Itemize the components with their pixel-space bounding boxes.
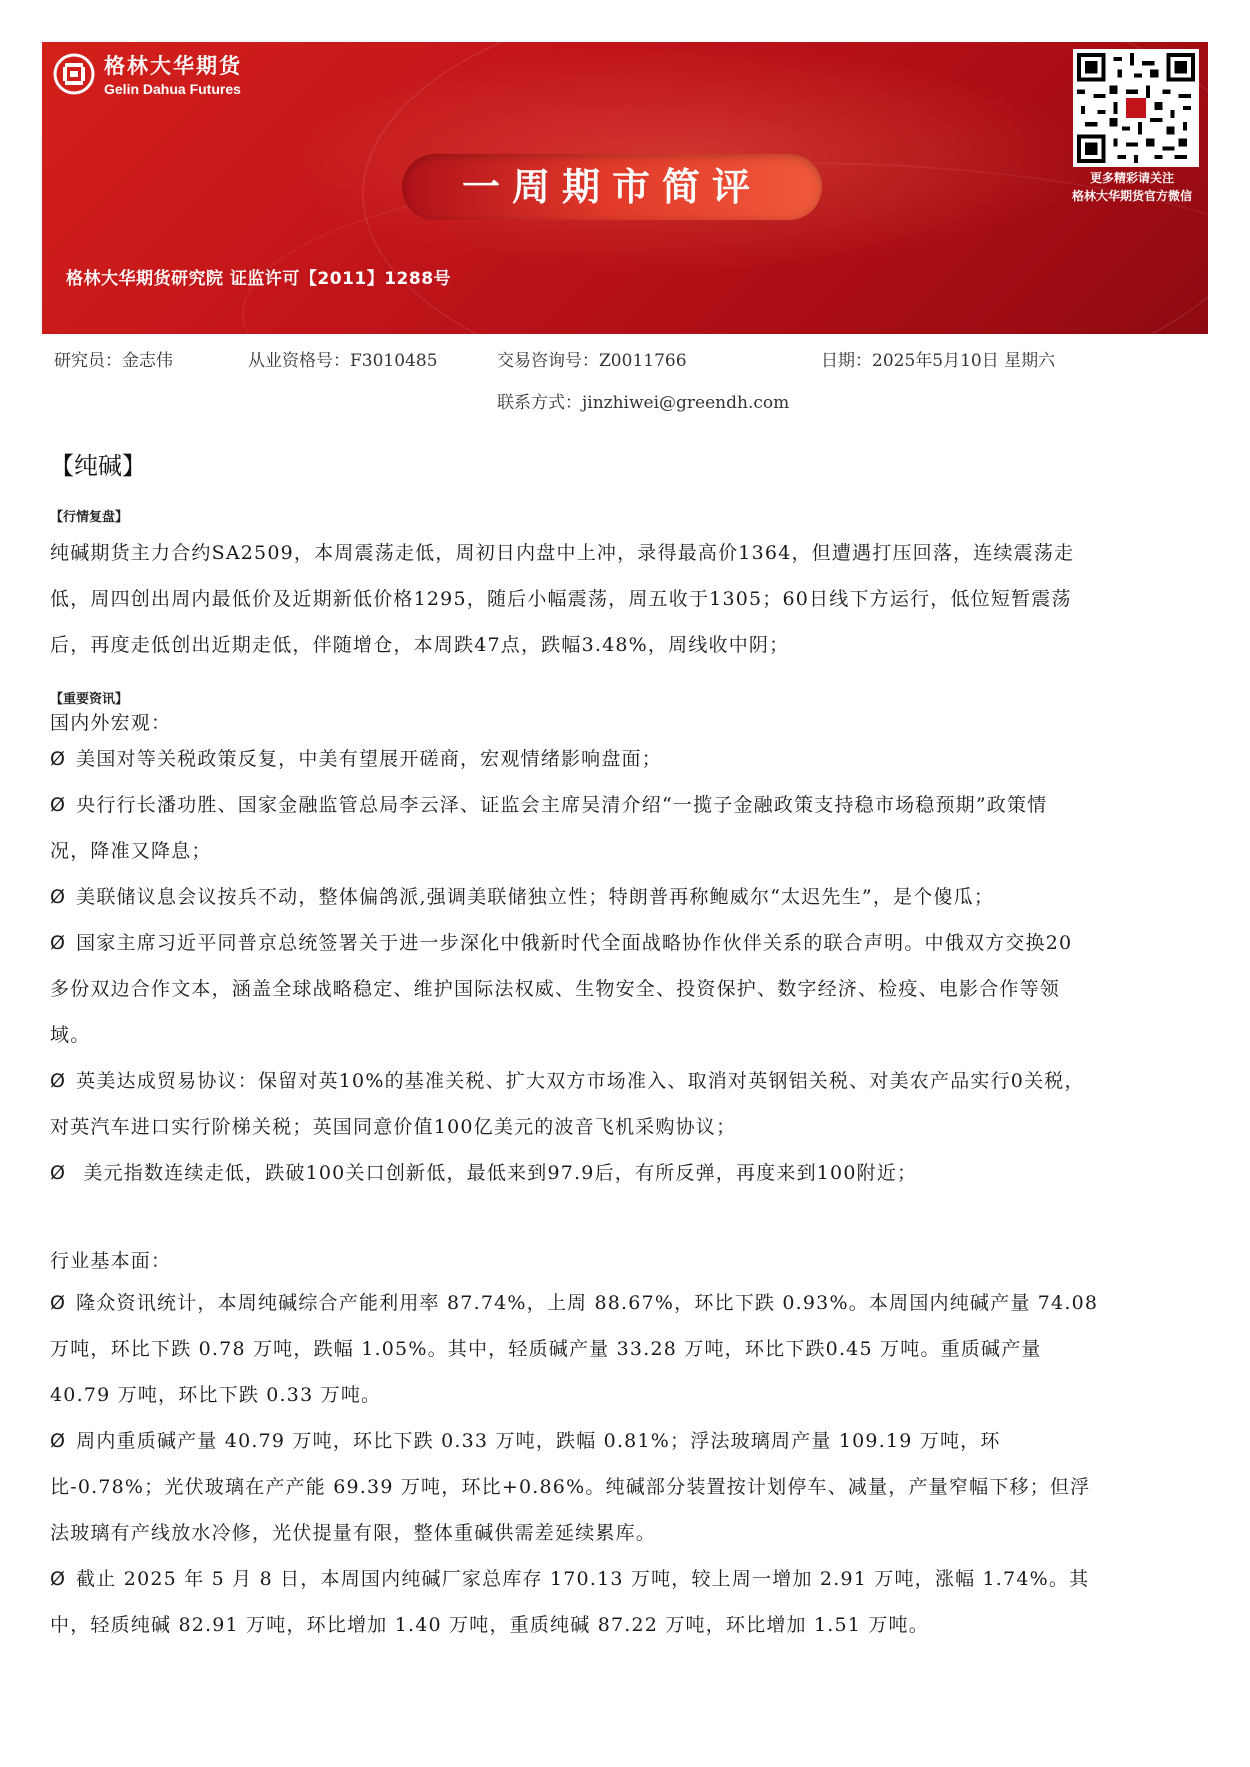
qualification-number: 从业资格号：F3010485	[248, 351, 438, 371]
macro-text: 美国对等关税政策反复，中美有望展开磋商，宏观情绪影响盘面；	[76, 748, 662, 770]
contact-info: 联系方式：jinzhiwei@greendh.com	[497, 393, 790, 413]
macro-line	[50, 966, 1210, 1012]
bullet-icon: Ø	[50, 748, 67, 770]
review-line: 后，再度走低创出近期走低，伴随增仓，本周跌47点，跌幅3.48%，周线收中阴；	[50, 634, 790, 656]
review-tag: 【行情复盘】	[50, 510, 129, 525]
macro-text: 英美达成贸易协议：保留对英10%的基准关税、扩大双方市场准入、取消对英钢铝关税、对美农产品实行0关税，	[76, 1070, 1085, 1092]
company-logo	[52, 50, 242, 97]
macro-line	[50, 1012, 1210, 1058]
macro-text: 多份双边合作文本，涵盖全球战略稳定、维护国际法权威、生物安全、投资保护、数字经济、检疫、电影合作等领	[50, 978, 1061, 1000]
industry-line	[50, 1372, 1210, 1418]
industry-line	[50, 1280, 1210, 1326]
review-line: 纯碱期货主力合约SA2509，本周震荡走低，周初日内盘中上冲，录得最高价1364，但遭遇打压回落，连续震荡走	[50, 542, 1075, 564]
qr-caption-line1: 更多精彩请关注	[1089, 171, 1174, 185]
bullet-icon: Ø	[50, 1070, 67, 1092]
industry-line	[50, 1326, 1210, 1372]
macro-line	[50, 874, 1210, 920]
bullet-icon: Ø	[50, 1162, 67, 1184]
report-date: 日期：2025年5月10日 星期六	[821, 351, 1056, 371]
macro-line	[50, 1104, 1210, 1150]
industry-line	[50, 1556, 1210, 1602]
industry-line	[50, 1464, 1210, 1510]
macro-text: 美元指数连续走低，跌破100关口创新低，最低来到97.9后，有所反弹，再度来到100附近；	[76, 1162, 918, 1184]
macro-text: 央行行长潘功胜、国家金融监管总局李云泽、证监会主席吴清介绍“一揽子金融政策支持稳市场稳预期”政策情	[76, 794, 1048, 816]
industry-text: 隆众资讯统计，本周纯碱综合产能利用率 87.74%，上周 88.67%，环比下跌 0.93%。本周国内纯碱产量 74.08	[76, 1292, 1099, 1314]
macro-line	[50, 920, 1210, 966]
macro-text: 域。	[50, 1024, 91, 1046]
industry-text: 比-0.78%；光伏玻璃在产产能 69.39 万吨，环比+0.86%。纯碱部分装置按计划停车、减量，产量窄幅下移；但浮	[50, 1476, 1091, 1498]
macro-text: 国家主席习近平同普京总统签署关于进一步深化中俄新时代全面战略协作伙伴关系的联合声明。中俄双方交换20	[76, 932, 1073, 954]
macro-line	[50, 1058, 1210, 1104]
consult-number: 交易咨询号：Z0011766	[497, 351, 687, 371]
industry-text: 截止 2025 年 5 月 8 日，本周国内纯碱厂家总库存 170.13 万吨，较上周一增加 2.91 万吨，涨幅 1.74%。其	[76, 1568, 1090, 1590]
bullet-icon: Ø	[50, 932, 67, 954]
qr-caption	[1052, 169, 1208, 205]
license-info: 格林大华期货研究院 证监许可【2011】1288号	[66, 269, 452, 289]
bullet-icon: Ø	[50, 886, 67, 908]
macro-line	[50, 782, 1210, 828]
macro-line	[50, 828, 1210, 874]
news-tag: 【重要资讯】	[50, 692, 129, 707]
qr-code-icon	[1077, 53, 1195, 163]
industry-heading: 行业基本面：	[50, 1250, 172, 1272]
industry-line	[50, 1602, 1210, 1648]
macro-text: 况，降准又降息；	[50, 840, 212, 862]
page-title: 一周期市简评	[461, 165, 762, 209]
bullet-icon: Ø	[50, 1430, 67, 1452]
industry-text: 周内重质碱产量 40.79 万吨，环比下跌 0.33 万吨，跌幅 0.81%；浮法玻璃周产量 109.19 万吨，环	[76, 1430, 1001, 1452]
macro-heading: 国内外宏观：	[50, 712, 172, 734]
researcher: 研究员：金志伟	[54, 351, 173, 371]
review-line: 低，周四创出周内最低价及近期新低价格1295，随后小幅震荡，周五收于1305；60日线下方运行，低位短暂震荡	[50, 588, 1072, 610]
industry-line	[50, 1510, 1210, 1556]
bullet-icon: Ø	[50, 1292, 67, 1314]
macro-text: 美联储议息会议按兵不动，整体偏鸽派,强调美联储独立性；特朗普再称鲍威尔“太迟先生”，是个傻瓜；	[76, 886, 995, 908]
industry-text: 40.79 万吨，环比下跌 0.33 万吨。	[50, 1384, 382, 1406]
bullet-icon: Ø	[50, 794, 67, 816]
macro-text: 对英汽车进口实行阶梯关税；英国同意价值100亿美元的波音飞机采购协议；	[50, 1116, 737, 1138]
industry-text: 中，轻质纯碱 82.91 万吨，环比增加 1.40 万吨，重质纯碱 87.22 万吨，环比增加 1.51 万吨。	[50, 1614, 929, 1636]
logo-icon	[52, 52, 96, 96]
macro-line	[50, 1150, 1210, 1196]
industry-line	[50, 1418, 1210, 1464]
industry-text: 万吨，环比下跌 0.78 万吨，跌幅 1.05%。其中，轻质碱产量 33.28 万吨，环比下跌0.45 万吨。重质碱产量	[50, 1338, 1042, 1360]
bullet-icon: Ø	[50, 1568, 67, 1590]
section-title: 【纯碱】	[50, 452, 146, 480]
logo-text-cn: 格林大华期货	[104, 54, 242, 78]
header-banner	[42, 42, 1208, 334]
qr-code	[1073, 49, 1199, 167]
industry-text: 法玻璃有产线放水冷修，光伏提量有限，整体重碱供需差延续累库。	[50, 1522, 657, 1544]
macro-line	[50, 736, 1210, 782]
logo-text-en: Gelin Dahua Futures	[104, 81, 241, 97]
qr-caption-line2: 格林大华期货官方微信	[1071, 189, 1192, 203]
